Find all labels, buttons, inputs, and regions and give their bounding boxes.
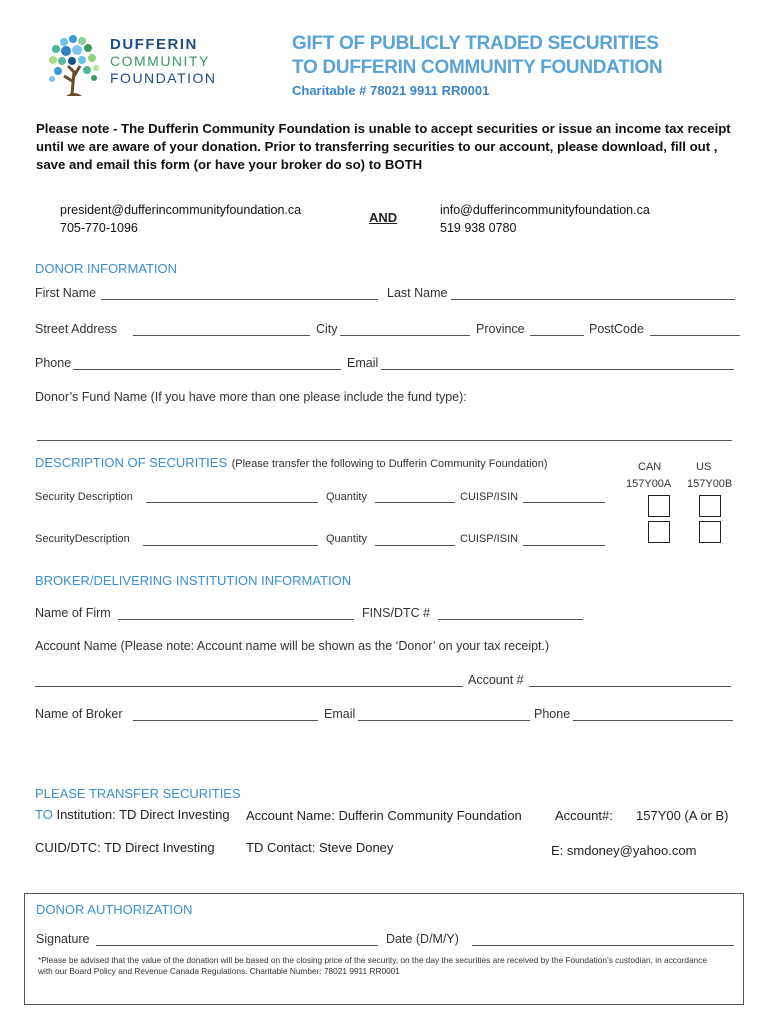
transfer-heading: PLEASE TRANSFER SECURITIES: [35, 786, 241, 801]
charitable-number: Charitable # 78021 9911 RR0001: [292, 83, 490, 98]
phone-field[interactable]: [73, 369, 341, 370]
account-name-field[interactable]: [35, 686, 463, 687]
security-description-field-2[interactable]: [143, 545, 318, 546]
last-name-label: Last Name: [387, 286, 448, 300]
date-field[interactable]: [472, 945, 734, 946]
transfer-to-label: TO: [35, 807, 53, 822]
notice-paragraph: Please note - The Dufferin Community Foundation is unable to accept securities or issue an income tax receipt until we are aware of your donation. Prior to transferring securities to our account, please download, fill out , save and email this form (or have your broker do so) to BOTH: [36, 121, 731, 172]
securities-heading-note: (Please transfer the following to Dufferin Community Foundation): [231, 458, 548, 470]
quantity-label-1: Quantity: [326, 491, 367, 503]
broker-phone-field[interactable]: [573, 720, 733, 721]
first-name-field[interactable]: [101, 299, 378, 300]
us-checkbox-1[interactable]: [699, 495, 721, 517]
first-name-label: First Name: [35, 286, 97, 300]
province-field[interactable]: [530, 335, 584, 336]
street-address-field[interactable]: [133, 335, 310, 336]
disclaimer-text: *Please be advised that the value of the donation will be based on the closing price of the security, on the day the securities are received by the Foundation’s custodian, in accordance with our Board Policy and Revenue Canada Regulations. Charitable Number: 78021 9911 RR0001: [38, 955, 707, 976]
president-email[interactable]: president@dufferincommunityfoundation.ca: [60, 203, 302, 217]
logo-line-2: COMMUNITY: [110, 53, 210, 69]
account-number-field[interactable]: [529, 686, 731, 687]
foundation-logo: [44, 32, 234, 98]
security-description-label-2: SecurityDescription: [35, 533, 130, 545]
tree-logo-icon: [44, 32, 108, 98]
donor-info-heading: DONOR INFORMATION: [35, 261, 178, 276]
quantity-field-2[interactable]: [375, 545, 455, 546]
info-email[interactable]: info@dufferincommunityfoundation.ca: [440, 203, 650, 217]
contact-left: [60, 201, 301, 237]
cuisp-field-2[interactable]: [523, 545, 605, 546]
quantity-field-1[interactable]: [375, 502, 455, 503]
title-line-2: TO DUFFERIN COMMUNITY FOUNDATION: [292, 57, 663, 78]
can-checkbox-2[interactable]: [648, 521, 670, 543]
firm-name-label: Name of Firm: [35, 606, 111, 620]
broker-heading: BROKER/DELIVERING INSTITUTION INFORMATION: [35, 573, 352, 588]
cuisp-field-1[interactable]: [523, 502, 605, 503]
president-phone: 705-770-1096: [60, 221, 138, 235]
firm-name-field[interactable]: [118, 619, 354, 620]
fins-field[interactable]: [438, 619, 583, 620]
province-label: Province: [476, 322, 525, 336]
authorization-heading: DONOR AUTHORIZATION: [36, 902, 193, 917]
transfer-institution: Institution: TD Direct Investing: [56, 807, 230, 822]
broker-email-field[interactable]: [358, 720, 530, 721]
signature-field[interactable]: [96, 945, 378, 946]
last-name-field[interactable]: [451, 299, 735, 300]
transfer-account-label: Account#:: [555, 808, 613, 823]
can-checkbox-1[interactable]: [648, 495, 670, 517]
city-field[interactable]: [340, 335, 470, 336]
cuisp-label-1: CUISP/ISIN: [460, 491, 519, 503]
broker-name-field[interactable]: [133, 720, 318, 721]
transfer-cuid: CUID/DTC: TD Direct Investing: [35, 840, 215, 855]
us-label: US: [696, 461, 712, 473]
transfer-email[interactable]: E: smdoney@yahoo.com: [551, 843, 697, 858]
contact-right: [440, 201, 650, 237]
signature-label: Signature: [36, 932, 90, 946]
us-code: 157Y00B: [687, 478, 733, 490]
title-line-1: GIFT OF PUBLICLY TRADED SECURITIES: [292, 33, 659, 54]
securities-heading-row: [35, 454, 548, 472]
transfer-account-name: Account Name: Dufferin Community Foundation: [246, 808, 522, 823]
postcode-field[interactable]: [650, 335, 740, 336]
transfer-account-number: 157Y00 (A or B): [636, 808, 729, 823]
phone-label: Phone: [35, 356, 72, 370]
security-description-label-1: Security Description: [35, 491, 133, 503]
city-label: City: [316, 322, 338, 336]
fund-name-field[interactable]: [37, 440, 732, 441]
email-label: Email: [347, 356, 379, 370]
account-name-label: Account Name (Please note: Account name will be shown as the ‘Donor’ on your tax receipt.): [35, 639, 550, 653]
cuisp-label-2: CUISP/ISIN: [460, 533, 519, 545]
info-phone: 519 938 0780: [440, 221, 517, 235]
postcode-label: PostCode: [589, 322, 644, 336]
can-code: 157Y00A: [626, 478, 672, 490]
transfer-td-contact: TD Contact: Steve Doney: [246, 840, 394, 855]
street-address-label: Street Address: [35, 322, 117, 336]
broker-phone-label: Phone: [534, 707, 571, 721]
us-checkbox-2[interactable]: [699, 521, 721, 543]
fund-name-label: Donor’s Fund Name (If you have more than one please include the fund type):: [35, 390, 467, 404]
logo-line-1: DUFFERIN: [110, 36, 198, 53]
and-label: AND: [369, 210, 398, 225]
transfer-row-1: [35, 807, 230, 822]
email-field[interactable]: [381, 369, 734, 370]
securities-heading: DESCRIPTION OF SECURITIES: [35, 455, 228, 470]
broker-name-label: Name of Broker: [35, 707, 123, 721]
quantity-label-2: Quantity: [326, 533, 367, 545]
logo-line-3: FOUNDATION: [110, 70, 217, 86]
date-label: Date (D/M/Y): [386, 932, 459, 946]
broker-email-label: Email: [324, 707, 356, 721]
fins-label: FINS/DTC #: [362, 606, 431, 620]
can-label: CAN: [638, 461, 662, 473]
page-title: [292, 32, 662, 80]
account-number-label: Account #: [468, 673, 524, 687]
security-description-field-1[interactable]: [146, 502, 318, 503]
